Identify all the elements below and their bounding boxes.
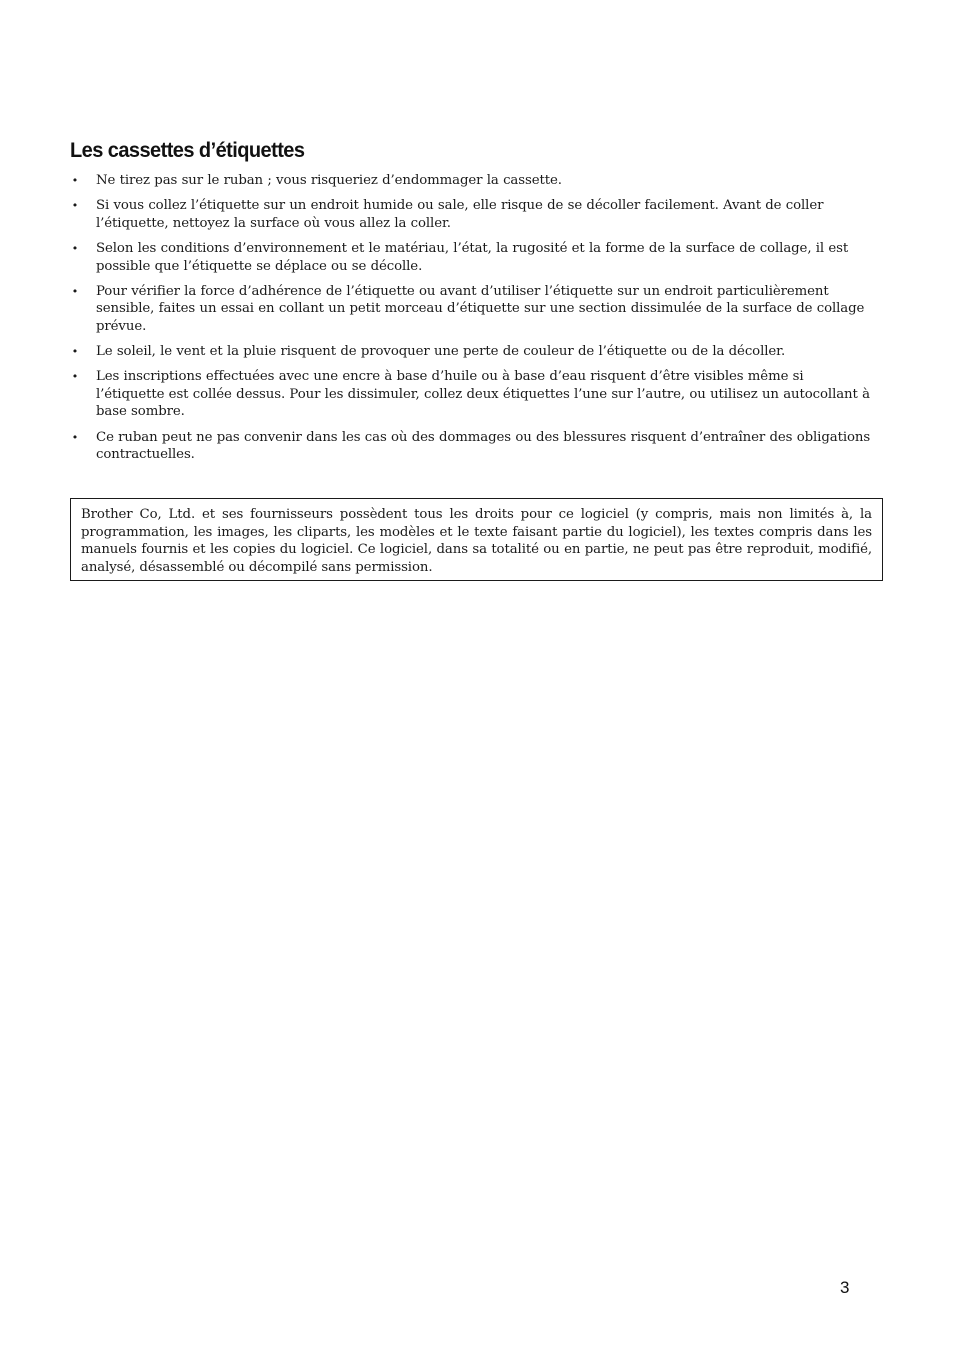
bullet-icon: • (71, 242, 79, 256)
list-item-text: Pour vérifier la force d’adhérence de l’étiquette ou avant d’utiliser l’étiquette sur un endroit particulièrement sensible, faites un essai en collant un petit morceau d’étiquette sur une section dissimulée de la surface de collage prévue. (96, 283, 865, 334)
precautions-list (70, 172, 875, 472)
bullet-icon: • (71, 199, 79, 213)
list-item (70, 368, 875, 421)
list-item-text: Ne tirez pas sur le ruban ; vous risqueriez d’endommager la cassette. (96, 173, 562, 188)
list-item-text: Si vous collez l’étiquette sur un endroit humide ou sale, elle risque de se décoller facilement. Avant de coller l’étiquette, nettoyez la surface où vous allez la coller. (96, 198, 824, 231)
bullet-icon: • (71, 370, 79, 384)
list-item-text: Le soleil, le vent et la pluie risquent de provoquer une perte de couleur de l’étiquette ou de la décoller. (96, 344, 786, 360)
list-item-text: Ce ruban peut ne pas convenir dans les cas où des dommages ou des blessures risquent d’entraîner des obligations contractuelles. (96, 429, 871, 463)
list-item (70, 429, 875, 464)
list-item (70, 283, 875, 336)
page-number: 3 (840, 1278, 850, 1297)
list-item (70, 197, 875, 232)
copyright-notice-text: Brother Co, Ltd. et ses fournisseurs possèdent tous les droits pour ce logiciel (y compris, mais non limités à, la programmation, les images, les cliparts, les modèles et le texte faisant partie du logiciel), les textes compris dans les manuels fournis et les copies du logiciel. Ce logiciel, dans sa totalité ou en partie, ne peut pas être reproduit, modifié, analysé, désassemblé ou décompilé sans permission. (81, 507, 872, 575)
list-item (70, 172, 875, 190)
list-item-text: Les inscriptions effectuées avec une encre à base d’huile ou à base d’eau risquent d’être visibles même si l’étiquette est collée dessus. Pour les dissimuler, collez deux étiquettes l’une sur l’autre, ou utilisez un autocollant à base sombre. (96, 369, 870, 420)
section-heading: Les cassettes d’étiquettes (70, 138, 305, 162)
list-item-text: Selon les conditions d’environnement et le matériau, l’état, la rugosité et la forme de la surface de collage, il est possible que l’étiquette se déplace ou se décolle. (96, 241, 849, 274)
copyright-notice-box (70, 498, 883, 581)
bullet-icon: • (71, 430, 79, 444)
list-item (70, 240, 875, 275)
list-item (70, 343, 875, 361)
bullet-icon: • (71, 284, 79, 298)
bullet-icon: • (71, 345, 79, 359)
bullet-icon: • (71, 174, 79, 187)
